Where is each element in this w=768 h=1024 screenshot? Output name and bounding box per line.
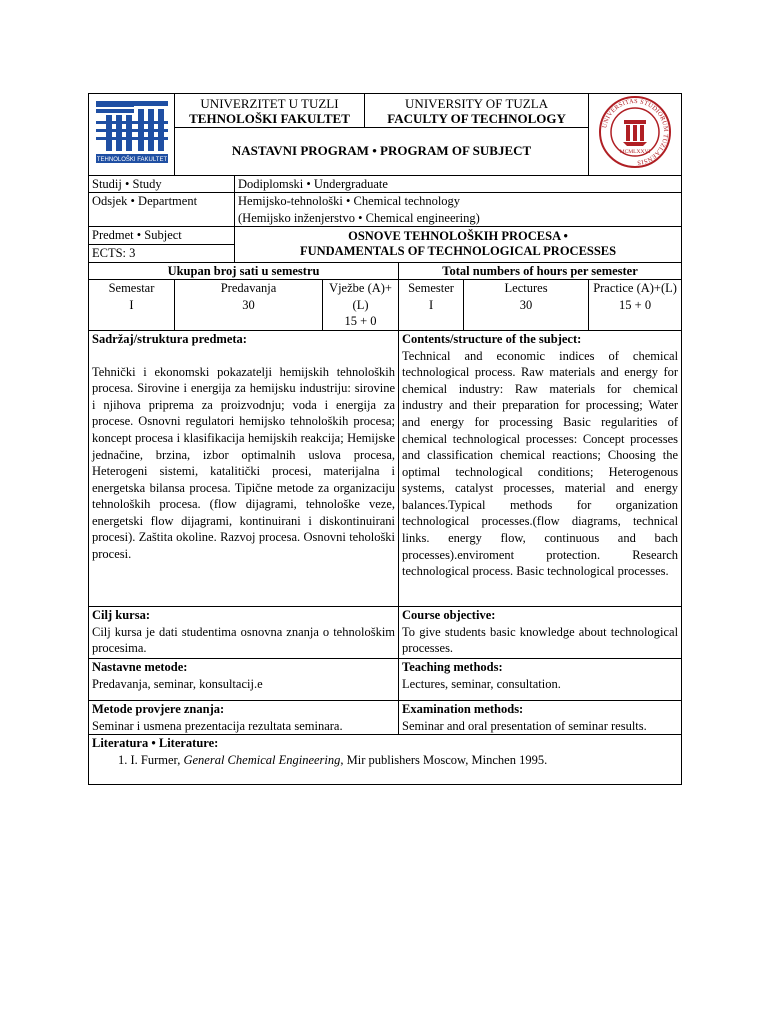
col-label: Predavanja [220,281,277,296]
exam-en-text: Seminar and oral presentation of seminar results. [402,718,647,733]
subject-program-document [88,93,681,785]
university-seal [589,94,682,176]
literature-book-title: General Chemical Engineering [183,752,341,767]
col-label: Lectures [504,281,548,296]
faculty-logo [89,94,175,176]
objective-en-title: Course objective: [402,607,496,622]
university-seal-icon [597,94,673,170]
hours-header-en: Total numbers of hours per semester [399,262,682,280]
ects-label: ECTS: 3 [89,244,235,262]
subject-label: Predmet • Subject [89,227,235,245]
objective-local-title: Cilj kursa: [92,607,150,622]
literature-item [92,752,678,769]
subject-title-en: FUNDAMENTALS OF TECHNOLOGICAL PROCESSES [299,244,617,259]
faculty-logo-icon [92,99,172,165]
study-label: Studij • Study [89,175,235,193]
content-en-cell [399,330,682,606]
methods-en-text: Lectures, seminar, consultation. [402,676,561,691]
col-label: Vježbe (A)+(L) [329,281,392,312]
col-label: Semester [408,281,454,296]
hours-local-practice [323,280,399,331]
col-value: I [428,297,434,312]
university-name-en: UNIVERSITY OF TUZLA [405,95,549,111]
faculty-name-local: TEHNOLOŠKI FAKULTET [189,110,350,126]
hours-en-lectures [464,280,589,331]
program-title: NASTAVNI PROGRAM • PROGRAM OF SUBJECT [175,128,589,175]
department-value: Hemijsko-tehnološki • Chemical technology [238,194,461,209]
department-value-sub: (Hemijsko inženjerstvo • Chemical engineering) [238,210,480,225]
seal-inscription: UNIVERSITAS STUDIORUM TUZLAENSIS [601,97,670,166]
col-value: 15 + 0 [619,297,652,312]
literature-title: Literatura • Literature: [92,736,219,751]
content-local-title: Sadržaj/struktura predmeta: [92,331,247,346]
methods-local-text: Predavanja, seminar, konsultacij.e [92,676,263,691]
hours-header-local: Ukupan broj sati u semestru [89,262,399,280]
content-local-cell [89,330,399,606]
university-name-local: UNIVERZITET U TUZLI [200,95,339,111]
subject-table [88,93,682,785]
department-label: Odsjek • Department [89,193,235,227]
col-label: Practice (A)+(L) [593,281,677,296]
objective-local-text: Cilj kursa je dati studentima osnovna znanja o tehnološkim procesima. [92,624,396,656]
subject-title-local: OSNOVE TEHNOLOŠKIH PROCESA • [348,229,568,244]
hours-en-practice [589,280,682,331]
hours-local-semester [89,280,175,331]
methods-local-title: Nastavne metode: [92,659,188,674]
exam-en-title: Examination methods: [402,701,524,716]
content-en-title: Contents/structure of the subject: [402,331,582,346]
content-en-text: Technical and economic indices of chemical technological process. Raw materials and energy for chemical industry: Raw materials for chemical industry and their preparation for processing; Water and energy for processing Basic regularities of chemical technological processes: Concept processes and classification chemical reactions; Choosing the optimal technological conditions; Heterogenous systems, catalyst processes, material and energy balances.Typical methods for organization technological processes.(flow diagrams, technical links. energy flow, continuous and bach processes).enviroment protection. Research technological process. Basic technological processes. [402,348,679,579]
faculty-name-en: FACULTY OF TECHNOLOGY [387,110,566,126]
logo-caption: TEHNOLOŠKI FAKULTET [96,157,167,163]
hours-local-lectures [175,280,323,331]
col-label: Semestar [108,281,155,296]
col-value: I [129,297,134,312]
hours-en-semester [399,280,464,331]
objective-en-text: To give students basic knowledge about technological processes. [402,624,679,656]
literature-publisher: , Mir publishers Moscow, Minchen 1995. [340,752,548,767]
exam-local-text: Seminar i usmena prezentacija rezultata seminara. [92,718,343,733]
content-local-text: Tehnički i ekonomski pokazatelji hemijskih tehnoloških procesa. Sirovine i energija za hemijsku industriju: sirovine i njihova priprema za proizvodnju; voda i energija za procese. Osnovni regulatori hemijsko tehnoloških procesa; koncept procesa i klasifikacija hemijskih reakcija; Hemijske jednačine, brzina, izbor optimalnih uslova procesa, Heterogeni sistemi, katalitički procesi, materijalna i energetska bilansa procesa. Tipične metode za organizaciju tehnoloških procesa. (flow dijagrami, tehnološke veze, energetski flow dijagrami, kontinuirani i diskontinuirani procesi). Zaštita okoline. Razvoj procesa. Osnovni tehološki procesi. [92,364,396,562]
col-value: 30 [519,297,533,312]
col-value: 30 [242,297,255,312]
seal-year: MCMLXXVI [619,149,651,155]
methods-en-title: Teaching methods: [402,659,503,674]
exam-local-title: Metode provjere znanja: [92,701,225,716]
col-value: 15 + 0 [344,314,377,329]
literature-num: 1. [118,752,128,767]
study-value: Dodiplomski • Undergraduate [235,175,682,193]
literature-author: I. Furmer, [130,752,184,767]
